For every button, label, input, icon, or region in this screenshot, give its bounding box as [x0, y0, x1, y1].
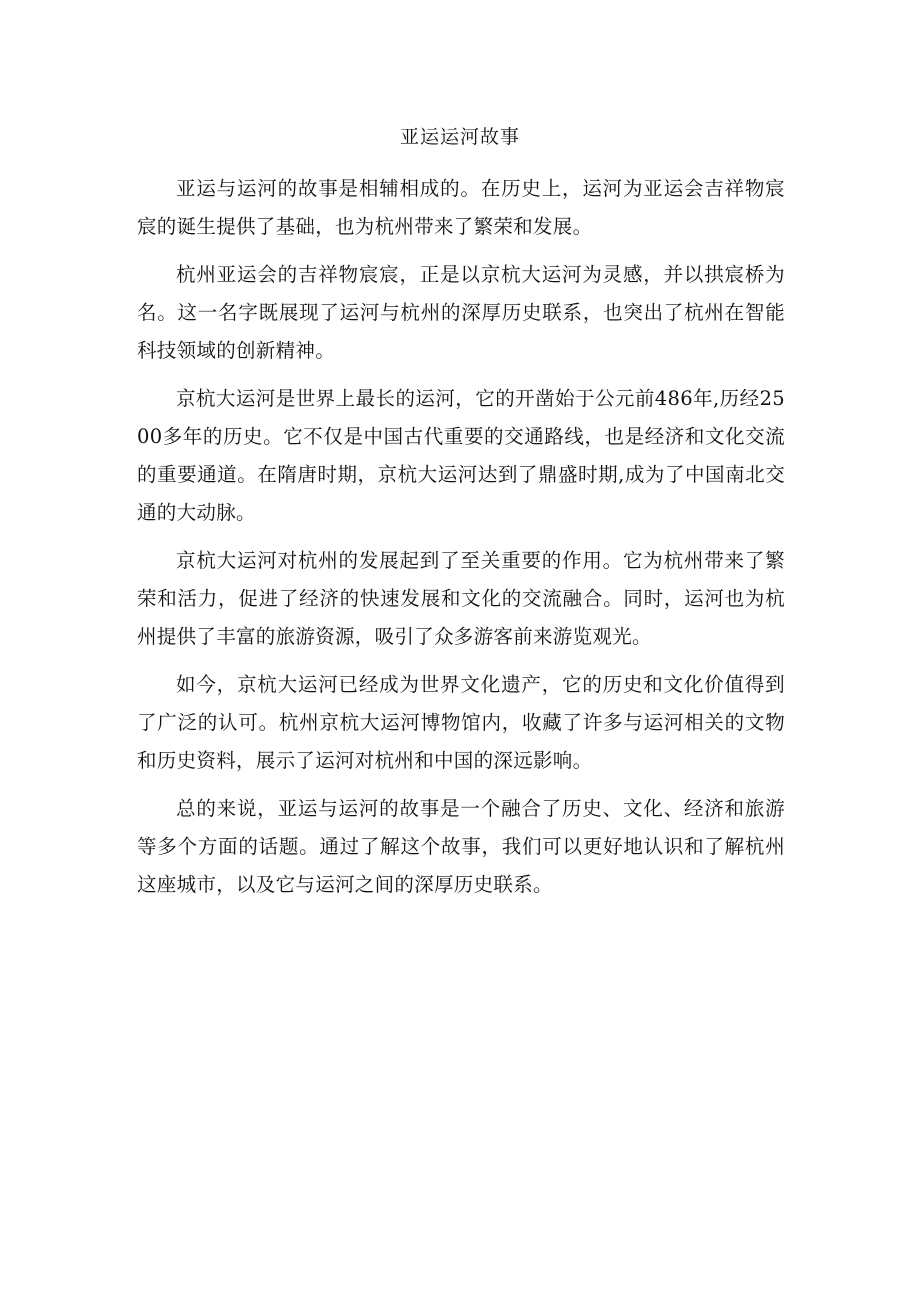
paragraph-3: 京杭大运河是世界上最长的运河，它的开凿始于公元前486年,历经2500多年的历史。它不仅是中国古代重要的交通路线，也是经济和文化交流的重要通道。在隋唐时期，京杭大运河达到了鼎盛时期,成为了中国南北交通的大动脉。	[137, 387, 785, 524]
paragraph-4: 京杭大运河对杭州的发展起到了至关重要的作用。它为杭州带来了繁荣和活力，促进了经济的快速发展和文化的交流融合。同时，运河也为杭州提供了丰富的旅游资源，吸引了众多游客前来游览观光。	[137, 549, 785, 648]
paragraph-5: 如今，京杭大运河已经成为世界文化遗产，它的历史和文化价值得到了广泛的认可。杭州京杭大运河博物馆内，收藏了许多与运河相关的文物和历史资料，展示了运河对杭州和中国的深远影响。	[137, 673, 785, 772]
paragraph-6: 总的来说，亚运与运河的故事是一个融合了历史、文化、经济和旅游等多个方面的话题。通过了解这个故事，我们可以更好地认识和了解杭州这座城市，以及它与运河之间的深厚历史联系。	[137, 797, 785, 896]
paragraph-1: 亚运与运河的故事是相辅相成的。在历史上，运河为亚运会吉祥物宸宸的诞生提供了基础，也为杭州带来了繁荣和发展。	[137, 177, 785, 238]
document-title: 亚运运河故事	[399, 126, 520, 148]
document-body	[137, 170, 785, 914]
paragraph-2: 杭州亚运会的吉祥物宸宸，正是以京杭大运河为灵感，并以拱宸桥为名。这一名字既展现了运河与杭州的深厚历史联系，也突出了杭州在智能科技领域的创新精神。	[137, 263, 785, 362]
